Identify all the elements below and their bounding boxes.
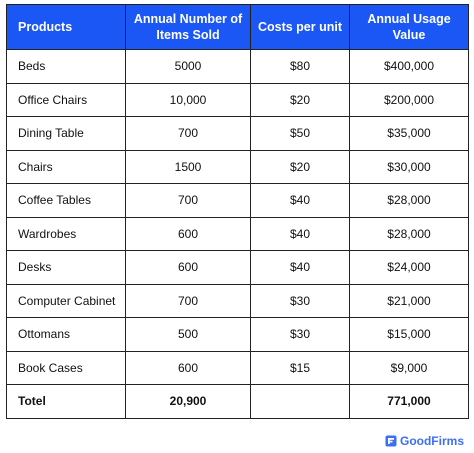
- total-usage-value: 771,000: [350, 385, 469, 419]
- cell-product: Coffee Tables: [7, 184, 126, 218]
- header-annual-usage-value: Annual Usage Value: [350, 5, 469, 50]
- cell-items-sold: 600: [126, 251, 251, 285]
- table-row: [7, 318, 469, 352]
- cell-product: Wardrobes: [7, 217, 126, 251]
- cell-items-sold: 700: [126, 117, 251, 151]
- table-row: [7, 284, 469, 318]
- cell-usage-value: $28,000: [350, 184, 469, 218]
- total-row: [7, 385, 469, 419]
- total-items-sold: 20,900: [126, 385, 251, 419]
- cell-cost-per-unit: $40: [251, 184, 350, 218]
- cell-product: Beds: [7, 50, 126, 84]
- table-row: [7, 50, 469, 84]
- cell-usage-value: $9,000: [350, 351, 469, 385]
- table-row: [7, 117, 469, 151]
- cell-items-sold: 600: [126, 217, 251, 251]
- table-row: [7, 351, 469, 385]
- cell-cost-per-unit: $40: [251, 251, 350, 285]
- cell-cost-per-unit: $30: [251, 318, 350, 352]
- cell-cost-per-unit: $30: [251, 284, 350, 318]
- total-cost-per-unit: [251, 385, 350, 419]
- header-annual-items-sold: Annual Number of Items Sold: [126, 5, 251, 50]
- table-row: [7, 217, 469, 251]
- cell-usage-value: $30,000: [350, 150, 469, 184]
- cell-product: Ottomans: [7, 318, 126, 352]
- products-usage-table: [6, 4, 469, 419]
- cell-items-sold: 500: [126, 318, 251, 352]
- total-label: Totel: [7, 385, 126, 419]
- cell-product: Desks: [7, 251, 126, 285]
- cell-usage-value: $21,000: [350, 284, 469, 318]
- cell-items-sold: 5000: [126, 50, 251, 84]
- cell-usage-value: $24,000: [350, 251, 469, 285]
- cell-items-sold: 600: [126, 351, 251, 385]
- table-row: [7, 150, 469, 184]
- table-row: [7, 251, 469, 285]
- cell-usage-value: $28,000: [350, 217, 469, 251]
- cell-items-sold: 700: [126, 184, 251, 218]
- brand-name: GoodFirms: [399, 434, 464, 448]
- cell-product: Chairs: [7, 150, 126, 184]
- cell-cost-per-unit: $40: [251, 217, 350, 251]
- cell-product: Computer Cabinet: [7, 284, 126, 318]
- cell-usage-value: $200,000: [350, 83, 469, 117]
- cell-items-sold: 1500: [126, 150, 251, 184]
- cell-items-sold: 700: [126, 284, 251, 318]
- cell-product: Office Chairs: [7, 83, 126, 117]
- cell-cost-per-unit: $50: [251, 117, 350, 151]
- table-row: [7, 83, 469, 117]
- cell-usage-value: $35,000: [350, 117, 469, 151]
- cell-cost-per-unit: $20: [251, 150, 350, 184]
- cell-cost-per-unit: $20: [251, 83, 350, 117]
- cell-product: Book Cases: [7, 351, 126, 385]
- goodfirms-logo-icon: [385, 435, 397, 447]
- cell-usage-value: $400,000: [350, 50, 469, 84]
- cell-cost-per-unit: $15: [251, 351, 350, 385]
- header-costs-per-unit: Costs per unit: [251, 5, 350, 50]
- cell-product: Dining Table: [7, 117, 126, 151]
- cell-usage-value: $15,000: [350, 318, 469, 352]
- cell-cost-per-unit: $80: [251, 50, 350, 84]
- header-products: Products: [7, 5, 126, 50]
- header-row: [7, 5, 469, 50]
- cell-items-sold: 10,000: [126, 83, 251, 117]
- abc-analysis-table-container: [6, 4, 468, 430]
- table-row: [7, 184, 469, 218]
- goodfirms-watermark: [385, 434, 464, 448]
